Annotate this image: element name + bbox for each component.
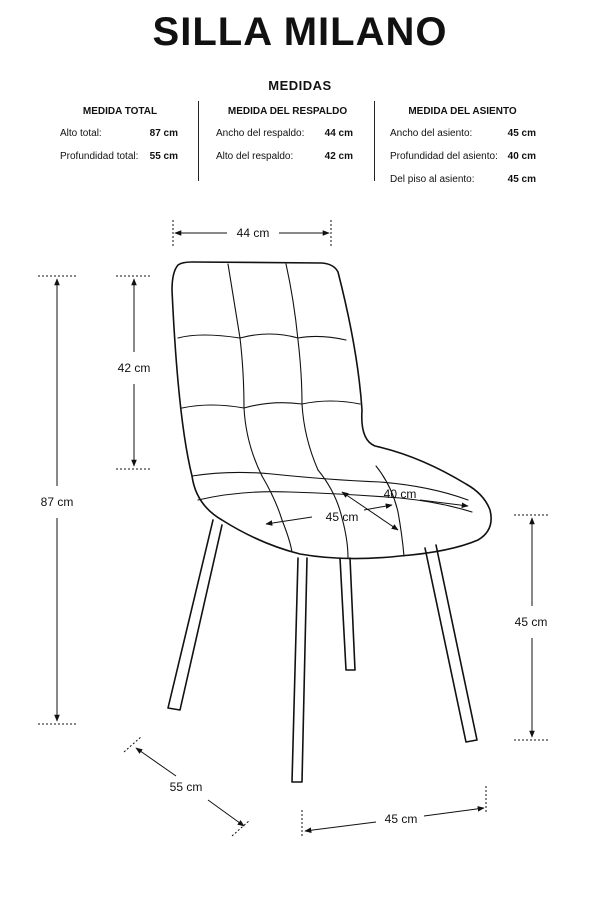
seat-depth-value: 40 cm — [507, 151, 536, 162]
dimension-line — [424, 808, 484, 816]
dimension-line — [305, 822, 376, 831]
tufting-seam — [262, 476, 292, 552]
total-height-label: Alto total: — [60, 128, 102, 139]
backrest-measure-heading: MEDIDA DEL RESPALDO — [227, 106, 348, 117]
tufting-seam — [178, 334, 346, 340]
total-depth-label: Profundidad total: — [60, 151, 139, 162]
dimension-line — [136, 748, 176, 776]
floor-to-seat-value: 45 cm — [507, 174, 536, 185]
total-depth-value: 55 cm — [149, 151, 178, 162]
back-height-dim-label: 42 cm — [117, 361, 151, 375]
backrest-height-label: Alto del respaldo: — [216, 151, 294, 162]
total-measure-heading: MEDIDA TOTAL — [82, 106, 158, 117]
backrest-height-value: 42 cm — [324, 151, 353, 162]
total-depth-dim-label: 55 cm — [169, 780, 203, 794]
seat-depth-label: Profundidad del asiento: — [390, 151, 498, 162]
chair-leg — [340, 558, 355, 670]
measurements-heading: MEDIDAS — [268, 78, 332, 93]
tufting-seam — [182, 401, 360, 408]
seat-width-dim-label: 45 cm — [325, 510, 359, 524]
tufting-seam — [376, 466, 404, 556]
tufting-seam — [228, 264, 262, 476]
tufting-seam — [286, 264, 318, 470]
dimension-line — [266, 517, 312, 524]
seat-width-value: 45 cm — [507, 128, 536, 139]
floor-to-seat-label: Del piso al asiento: — [390, 174, 475, 185]
dimension-line — [208, 800, 244, 826]
total-height-value: 87 cm — [149, 128, 178, 139]
backrest-width-label: Ancho del respaldo: — [216, 128, 305, 139]
extension-line — [124, 736, 142, 752]
seat-width-label: Ancho del asiento: — [390, 128, 473, 139]
chair-leg — [168, 520, 222, 710]
seat-height-dim-label: 45 cm — [514, 615, 548, 629]
leg-span-dim-label: 45 cm — [384, 812, 418, 826]
extension-line — [232, 820, 250, 836]
seat-depth-dim-label: 40 cm — [383, 487, 417, 501]
back-width-label: 44 cm — [236, 226, 270, 240]
total-height-dim-label: 87 cm — [40, 495, 74, 509]
chair-leg — [292, 558, 307, 782]
backrest-width-value: 44 cm — [324, 128, 353, 139]
chair-leg — [425, 545, 477, 742]
page-title: SILLA MILANO — [152, 10, 448, 54]
dimension-line — [364, 505, 392, 510]
seat-contour — [192, 472, 468, 500]
seat-measure-heading: MEDIDA DEL ASIENTO — [408, 106, 517, 117]
